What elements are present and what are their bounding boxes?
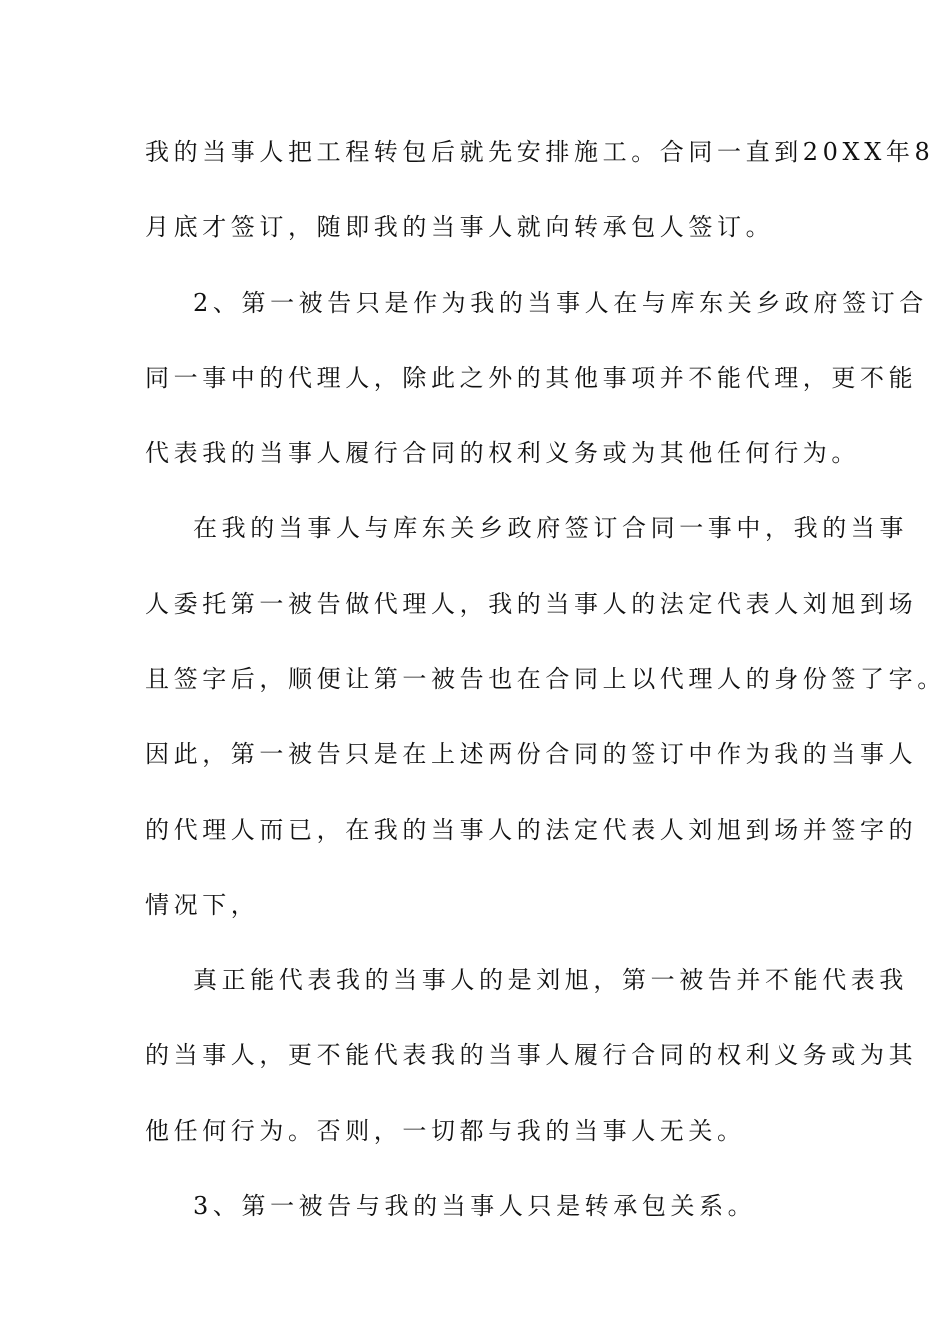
body-text-line: 我的当事人把工程转包后就先安排施工。合同一直到20XX年8 [145,138,935,166]
paragraph-first-line: 在我的当事人与库东关乡政府签订合同一事中，我的当事 [193,514,908,542]
body-text-line: 同一事中的代理人，除此之外的其他事项并不能代理，更不能 [145,364,918,392]
body-text-line: 月底才签订，随即我的当事人就向转承包人签订。 [145,213,775,241]
body-text-line: 情况下， [145,891,260,919]
body-text-line: 的当事人，更不能代表我的当事人履行合同的权利义务或为其 [145,1041,918,1069]
paragraph-first-line: 真正能代表我的当事人的是刘旭，第一被告并不能代表我 [193,966,908,994]
paragraph-first-line: 2、第一被告只是作为我的当事人在与库东关乡政府签订合 [193,289,928,317]
body-text-line: 且签字后，顺便让第一被告也在合同上以代理人的身份签了字。 [145,665,946,693]
body-text-line: 因此，第一被告只是在上述两份合同的签订中作为我的当事人 [145,740,918,768]
body-text-line: 人委托第一被告做代理人，我的当事人的法定代表人刘旭到场 [145,590,918,618]
body-text-line: 的代理人而已，在我的当事人的法定代表人刘旭到场并签字的 [145,816,918,844]
paragraph-first-line: 3、第一被告与我的当事人只是转承包关系。 [193,1192,757,1220]
body-text-line: 代表我的当事人履行合同的权利义务或为其他任何行为。 [145,439,860,467]
body-text-line: 他任何行为。否则，一切都与我的当事人无关。 [145,1117,746,1145]
